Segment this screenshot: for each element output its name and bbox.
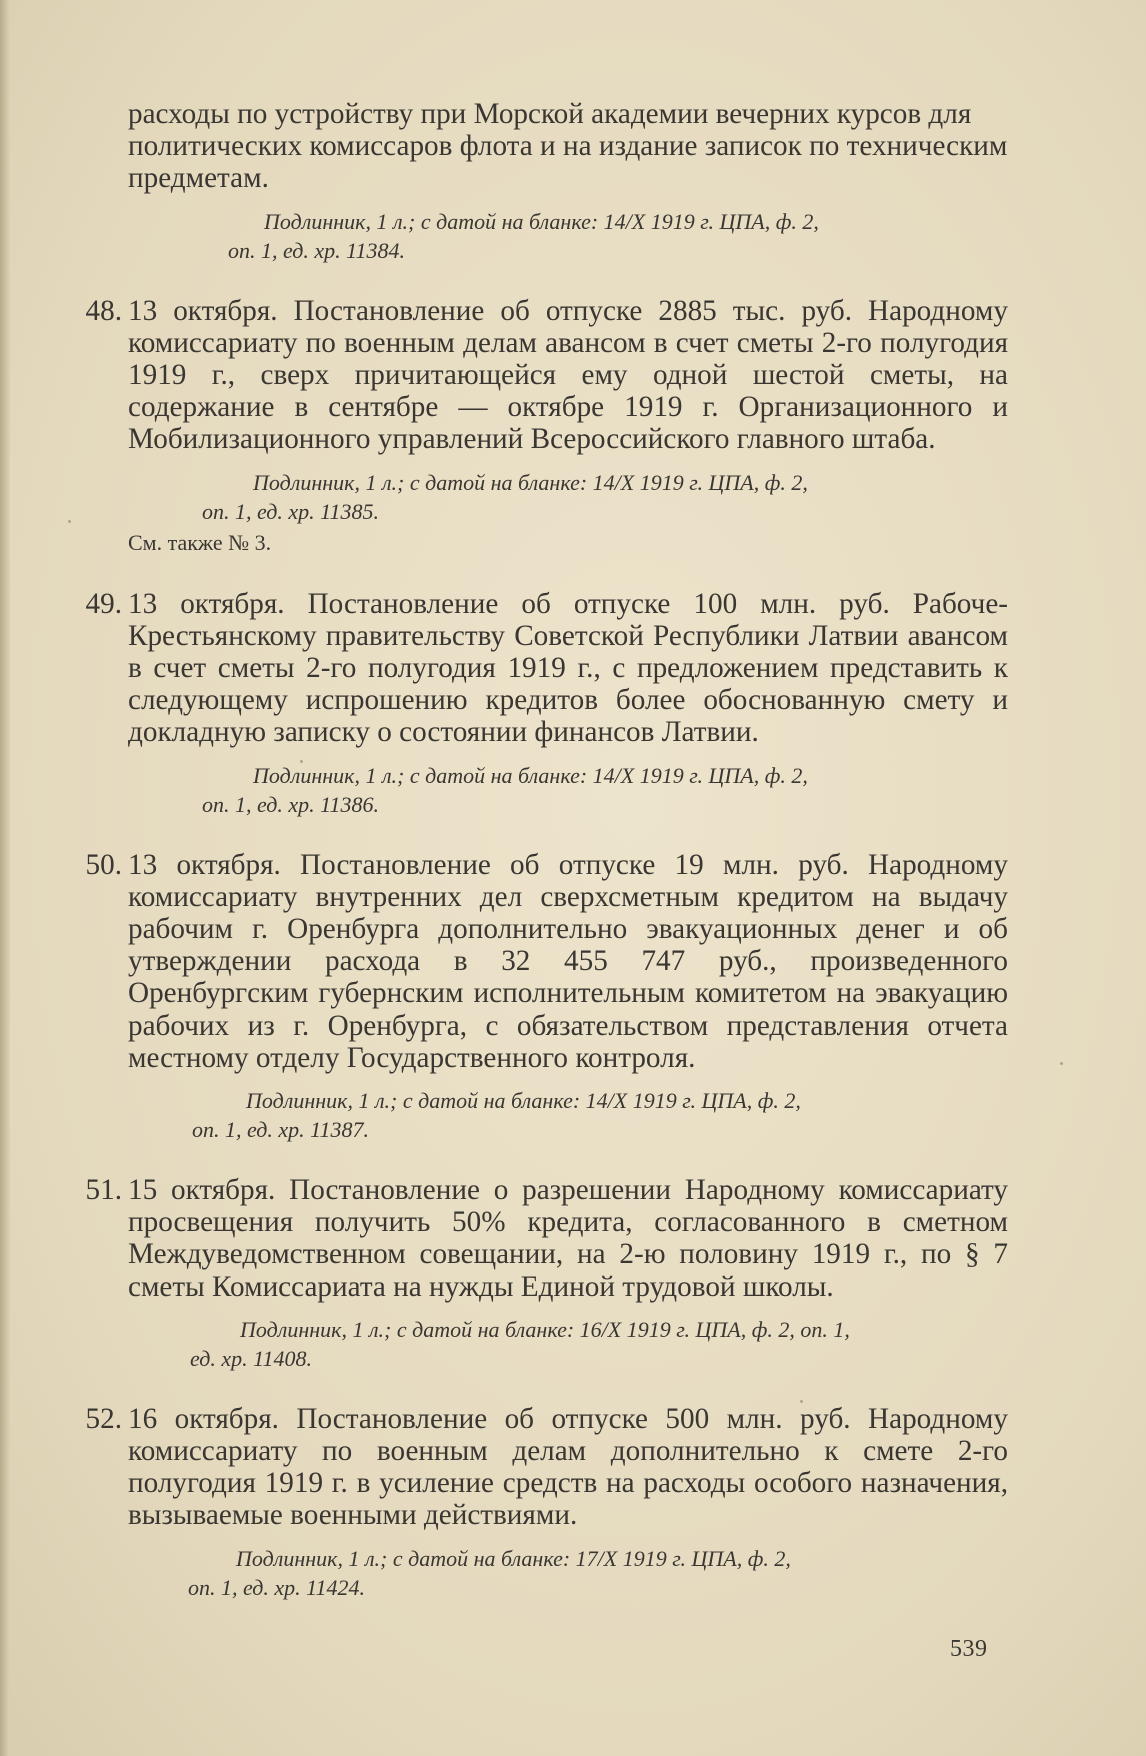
source-line: оп. 1, ед. хр. 11384. <box>228 237 405 263</box>
entry-text: 16 октября. Постановление об отпуске 500 млн. руб. Народному комиссариату по военным делам дополнительно к смете 2-го полугодия 1919 г. в усиление средств на расходы особого назначения, вызываемые военными действиями. <box>128 1402 1008 1532</box>
entry-52 <box>85 1402 1008 1602</box>
entry-source-note <box>128 1544 1000 1602</box>
entry-text: 15 октября. Постановление о разрешении Народному комиссариату просвещения получить 50% кредита, согласованного в сметном Междуведомственном совещании, на 2-ю половину 1919 г., по § 7 сметы Комиссариата на нужды Единой трудовой школы. <box>128 1174 1008 1303</box>
entry-number: 49. <box>85 587 122 620</box>
paper-speck <box>68 520 71 523</box>
entry-text: 13 октября. Постановление об отпуске 19 млн. руб. Народному комиссариату внутренних дел сверхсметным кредитом на выдачу рабочим г. Оренбурга дополнительно эвакуационных денег и об утверждении расхода в 32 455 747 руб., произведенного Оренбургским губернским исполнительным комитетом на эвакуацию рабочих из г. Оренбурга, с обязательством представления отчета местному отделу Государственного контроля. <box>128 848 1008 1074</box>
paper-speck <box>1060 1062 1063 1065</box>
source-line: Подлинник, 1 л.; с датой на бланке: 17/X 1919 г. ЦПА, ф. 2, <box>236 1545 791 1571</box>
entry-49 <box>85 587 1008 819</box>
source-line: оп. 1, ед. хр. 11424. <box>188 1574 365 1600</box>
see-also-note: См. также № 3. <box>128 529 272 555</box>
entry-number: 51. <box>85 1174 122 1207</box>
page-binding-edge <box>0 0 10 1756</box>
source-line: оп. 1, ед. хр. 11386. <box>202 791 379 817</box>
entry-number: 50. <box>85 848 122 881</box>
paper-speck <box>300 760 303 763</box>
source-line: ед. хр. 11408. <box>190 1345 312 1371</box>
source-line: Подлинник, 1 л.; с датой на бланке: 14/X 1919 г. ЦПА, ф. 2, <box>253 469 808 495</box>
page-number: 539 <box>950 1636 988 1662</box>
page-content <box>85 98 1008 1602</box>
source-line: Подлинник, 1 л.; с датой на бланке: 14/X 1919 г. ЦПА, ф. 2, <box>246 1088 801 1114</box>
entry-text: 13 октября. Постановление об отпуске 100 млн. руб. Рабоче-Крестьянскому правительству Советской Республики Латвии авансом в счет сметы 2-го полугодия 1919 г., с предложением представить к следующему испрошению кредитов более обоснованную смету и докладную записку о состоянии финансов Латвии. <box>128 587 1008 749</box>
source-line: Подлинник, 1 л.; с датой на бланке: 14/X 1919 г. ЦПА, ф. 2, <box>264 208 819 234</box>
entry-number: 52. <box>85 1402 122 1435</box>
intro-paragraph: расходы по устройству при Морской академии вечерних курсов для политических комиссаров флота и на издание записок по техническим предметам. <box>128 98 1008 195</box>
source-line: оп. 1, ед. хр. 11387. <box>192 1117 369 1143</box>
intro-source-note <box>128 207 1000 265</box>
entry-number: 48. <box>85 294 122 327</box>
entry-text: 13 октября. Постановление об отпуске 2885 тыс. руб. Народному комиссариату по военным делам авансом в счет сметы 2-го полугодия 1919 г., сверх причитающейся ему одной шестой сметы, на содержание в сентябре — октябре 1919 г. Организационного и Мобилизационного управлений Всероссийского главного штаба. <box>128 294 1008 456</box>
entry-source-note <box>128 1315 1000 1373</box>
entry-source-note <box>128 468 1000 526</box>
entry-48 <box>85 294 1008 558</box>
entry-source-note <box>128 1086 1000 1144</box>
entry-51 <box>85 1174 1008 1373</box>
entry-source-note <box>128 761 1000 819</box>
source-line: Подлинник, 1 л.; с датой на бланке: 14/X 1919 г. ЦПА, ф. 2, <box>253 762 808 788</box>
paper-speck <box>800 1400 803 1403</box>
source-line: оп. 1, ед. хр. 11385. <box>202 498 379 524</box>
source-line: Подлинник, 1 л.; с датой на бланке: 16/X 1919 г. ЦПА, ф. 2, оп. 1, <box>240 1316 850 1342</box>
entry-50 <box>85 848 1008 1144</box>
